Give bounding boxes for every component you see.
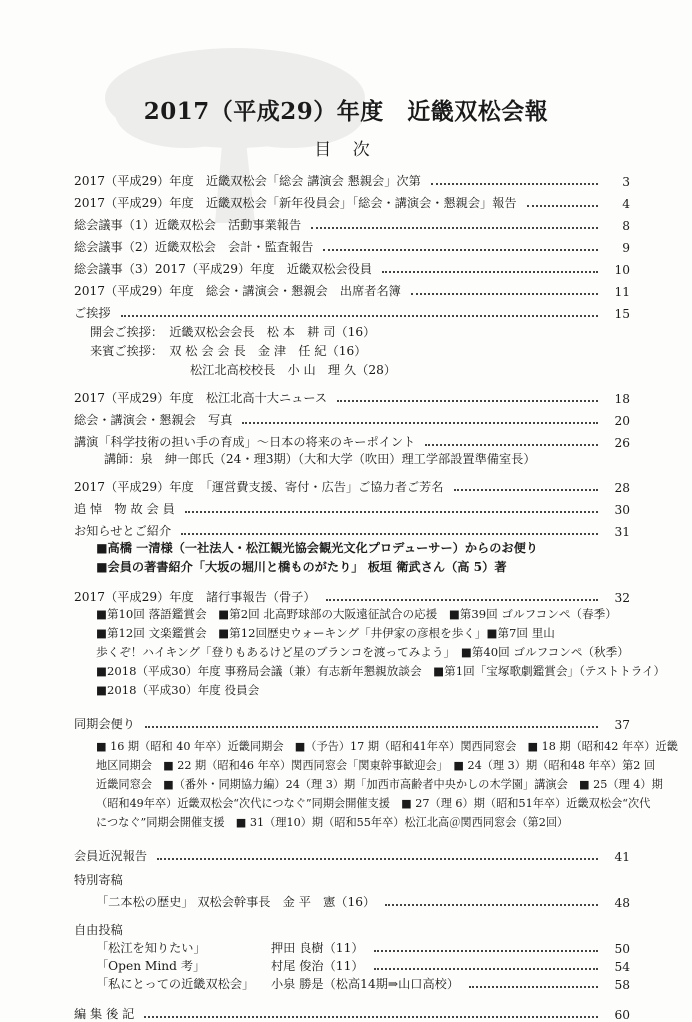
toc-entry[interactable] — [74, 233, 630, 255]
event-line: ■第10回 落語鑑賞会 ■第2回 北高野球部の大阪遠征試合の応援 ■第39回 ゴルフコンペ（春季） — [96, 607, 617, 621]
toc-entry-page: 8 — [622, 219, 630, 233]
toc-entry-title: 総会・講演会・懇親会 写真 — [74, 413, 233, 427]
table-of-contents — [74, 168, 678, 1022]
toc-entry-title: 2017（平成29）年度 総会・講演会・懇親会 出席者名簿 — [74, 284, 401, 298]
toc-entry[interactable] — [74, 168, 630, 189]
leader-dots — [326, 599, 598, 601]
event-line: ■第12回 文楽鑑賞会 ■第12回歴史ウォーキング「井伊家の彦根を歩く」■第7回 里山 — [96, 626, 555, 640]
reunion-line: につなぐ”同期会開催支援 ■ 31（理10）期（昭和55年卒）松江北高＠関西同窓会（第2回） — [96, 816, 569, 829]
leader-dots — [157, 858, 598, 860]
leader-dots — [311, 227, 598, 229]
toc-entry[interactable] — [74, 211, 630, 233]
toc-entry[interactable] — [74, 277, 630, 299]
toc-entry-title: 会員近況報告 — [74, 849, 148, 863]
toc-entry-author: 小泉 勝是（松高14期⇒山口高校） — [271, 977, 460, 991]
toc-entry-page: 31 — [614, 525, 630, 539]
leader-dots — [385, 904, 598, 906]
toc-entry-page: 9 — [622, 241, 630, 255]
leader-dots — [382, 271, 598, 273]
toc-entry[interactable] — [74, 380, 630, 406]
toc-entry-page: 11 — [614, 285, 630, 299]
toc-entry-page: 10 — [614, 263, 630, 277]
reunion-line: （昭和49年卒）近畿双松会“次代につなぐ”同期会開催支援 ■ 27（理 6）期（昭和51年卒）近畿双松会“次代 — [96, 797, 651, 810]
toc-section-title: 自由投稿 — [74, 923, 123, 937]
toc-entry[interactable] — [74, 700, 630, 732]
toc-entry[interactable] — [74, 956, 630, 974]
toc-entry-page: 15 — [614, 307, 630, 321]
leader-dots — [181, 533, 598, 535]
greeting-line: 来賓ご挨拶： 双 松 会 会 長 金 津 任 紀（16） — [90, 344, 367, 358]
toc-entry[interactable] — [74, 938, 630, 956]
reunion-line: 近畿同窓会 ■（番外・同期協力編）24（理 3）期「加西市高齢者中央かしの木学園」講演会 ■ 25（理 4）期 — [96, 778, 663, 791]
toc-entry-title: 2017（平成29）年度 「運営費支援、寄付・広告」ご協力者ご芳名 — [74, 480, 444, 494]
toc-entry[interactable] — [74, 974, 630, 992]
leader-dots — [425, 444, 598, 446]
toc-entry[interactable] — [74, 517, 630, 539]
toc-entry-title: 総会議事（1）近畿双松会 活動事業報告 — [74, 218, 302, 232]
reunion-block — [74, 732, 678, 832]
toc-entry-title: 「私にとっての近畿双松会」 — [96, 977, 255, 991]
leader-dots — [242, 422, 598, 424]
toc-entry[interactable] — [74, 832, 630, 864]
greeting-line: 開会ご挨拶： 近畿双松会会長 松 本 耕 司（16） — [90, 325, 376, 339]
toc-entry-page: 32 — [614, 591, 630, 605]
toc-entry-page: 20 — [614, 414, 630, 428]
toc-entry-page: 37 — [614, 718, 630, 732]
toc-entry-page: 41 — [614, 850, 630, 864]
toc-entry[interactable] — [74, 299, 630, 321]
toc-entry[interactable] — [74, 469, 630, 495]
toc-entry-page: 3 — [622, 175, 630, 189]
toc-entry-page: 4 — [622, 197, 630, 211]
leader-dots — [145, 726, 598, 728]
leader-dots — [323, 249, 598, 251]
toc-entry-title: 「松江を知りたい」 — [96, 941, 206, 955]
reunion-line: ■ 16 期（昭和 40 年卒）近畿同期会 ■（予告）17 期（昭和41年卒）関西同窓会 ■ 18 期（昭和42 年卒）近畿 — [96, 740, 678, 753]
toc-entry-page: 48 — [614, 896, 630, 910]
toc-entry[interactable] — [74, 428, 630, 450]
leader-dots — [374, 950, 598, 952]
leader-dots — [121, 315, 598, 317]
document-title: 2017（平成29）年度 近畿双松会報 — [143, 98, 549, 125]
toc-entry-page: 26 — [614, 436, 630, 450]
toc-entry-page: 50 — [614, 942, 630, 956]
toc-entry-title: 2017（平成29）年度 諸行事報告（骨子） — [74, 590, 316, 604]
greeting-line: 松江北高校校長 小 山 理 久（28） — [190, 363, 397, 377]
toc-section — [74, 910, 630, 938]
leader-dots — [185, 511, 598, 513]
event-line: 歩くぞ！ハイキング「登りもあるけど星のブランコを渡ってみよう」 ■第40回 ゴルフコンペ（秋季） — [96, 645, 629, 659]
toc-entry-title: 編 集 後 記 — [74, 1007, 135, 1021]
toc-entry-title: お知らせとご紹介 — [74, 524, 172, 538]
toc-entry-title: 2017（平成29）年度 近畿双松会「新年役員会」「総会・講演会・懇親会」報告 — [74, 196, 517, 210]
toc-entry[interactable] — [74, 406, 630, 428]
toc-entry-title: 総会議事（2）近畿双松会 会計・監査報告 — [74, 240, 314, 254]
toc-section — [74, 864, 630, 888]
toc-entry-title: 追 悼 物 故 会 員 — [74, 502, 175, 516]
toc-entry-title: 「二本松の歴史」 双松会幹事長 金 平 憲（16） — [96, 895, 376, 909]
toc-entry-page: 60 — [614, 1008, 630, 1022]
lecturer-line: 講師：泉 紳一郎氏（24・理3期）（大和大学（吹田）理工学部設置準備室長） — [104, 452, 536, 466]
notice-line: ■会員の著書紹介「大坂の堀川と橋ものがたり」 板垣 衛武さん（高 5）著 — [96, 560, 507, 574]
toc-entry[interactable] — [74, 888, 630, 910]
leader-dots — [454, 489, 599, 491]
toc-entry-title: 総会議事（3）2017（平成29）年度 近畿双松会役員 — [74, 262, 373, 276]
toc-entry-author: 村尾 俊治（11） — [271, 959, 364, 973]
leader-dots — [337, 400, 598, 402]
toc-entry-title: 講演「科学技術の担い手の育成」〜日本の将来のキーポイント — [74, 435, 416, 449]
toc-entry-page: 18 — [614, 392, 630, 406]
toc-entry-title: 2017（平成29）年度 近畿双松会「総会 講演会 懇親会」次第 — [74, 174, 421, 188]
toc-entry[interactable] — [74, 189, 630, 211]
reunion-line: 地区同期会 ■ 22 期（昭和46 年卒）関西同窓会「関東幹事歓迎会」 ■ 24（理 3）期（昭和48 年卒）第2 回 — [96, 759, 656, 772]
toc-entry-page: 58 — [614, 978, 630, 992]
leader-dots — [431, 183, 598, 185]
leader-dots — [527, 205, 598, 207]
toc-entry[interactable] — [74, 992, 630, 1022]
toc-heading: 目 次 — [314, 140, 378, 160]
leader-dots — [469, 986, 598, 988]
toc-entry-title: 「Open Mind 考」 — [96, 959, 206, 973]
toc-entry-page: 30 — [614, 503, 630, 517]
toc-entry-title: 2017（平成29）年度 松江北高十大ニュース — [74, 391, 328, 405]
toc-entry-page: 28 — [614, 481, 630, 495]
leader-dots — [411, 293, 598, 295]
event-line: ■2018（平成30）年度 事務局会議（兼）有志新年懇親放談会 ■第1回「宝塚歌劇鑑賞会」（テストトライ） — [96, 664, 666, 678]
toc-entry[interactable] — [74, 495, 630, 517]
notice-line: ■高橋 一清様（一社法人・松江観光協会観光文化プロデューサー）からのお便り — [96, 541, 538, 555]
toc-entry[interactable] — [74, 255, 630, 277]
toc-section-title: 特別寄稿 — [74, 873, 123, 887]
toc-entry[interactable] — [74, 577, 630, 605]
leader-dots — [374, 968, 598, 970]
toc-entry-author: 押田 良樹（11） — [271, 941, 364, 955]
toc-entry-title: 同期会便り — [74, 717, 135, 731]
leader-dots — [144, 1016, 598, 1018]
toc-entry-title: ご挨拶 — [74, 306, 111, 320]
toc-entry-page: 54 — [614, 960, 630, 974]
event-line: ■2018（平成30）年度 役員会 — [96, 683, 260, 697]
